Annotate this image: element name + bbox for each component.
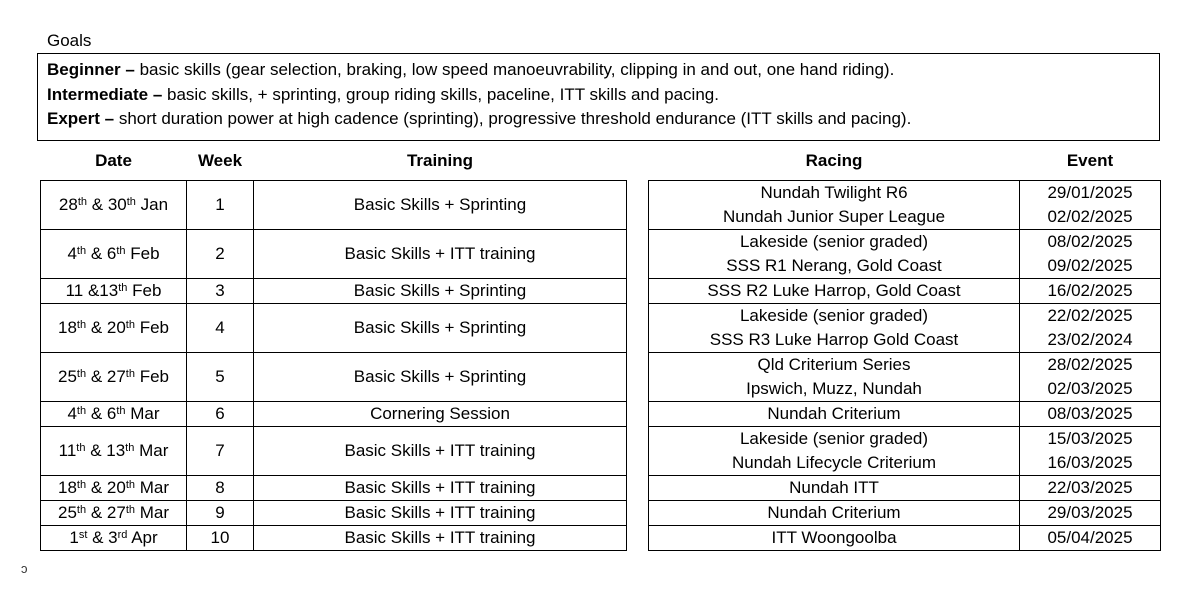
date-cell: 4th & 6th Mar [41, 402, 187, 427]
goal-label: Beginner – [47, 60, 140, 79]
training-cell: Basic Skills + ITT training [254, 427, 627, 476]
week-cell: 4 [187, 304, 254, 353]
racing-row [649, 476, 1161, 501]
goal-text: basic skills, + sprinting, group riding skills, paceline, ITT skills and pacing. [167, 84, 719, 104]
racing-row [649, 230, 1161, 279]
training-row [41, 353, 627, 402]
race-name: Nundah ITT [789, 478, 879, 497]
training-header: Training [406, 151, 474, 170]
racing-cell [649, 501, 1020, 526]
goal-intermediate [47, 83, 1150, 108]
racing-cell [649, 181, 1020, 230]
racing-row [649, 304, 1161, 353]
date-cell: 11th & 13th Mar [41, 427, 187, 476]
goals-box [37, 53, 1160, 141]
race-name: SSS R3 Luke Harrop Gold Coast [709, 330, 959, 349]
event-date: 22/03/2025 [1047, 478, 1133, 497]
goals-heading: Goals [47, 31, 92, 50]
week-cell: 6 [187, 402, 254, 427]
race-name: Nundah Criterium [767, 503, 901, 522]
racing-cell [649, 304, 1020, 353]
training-row [41, 476, 627, 501]
event-date: 08/02/2025 [1047, 232, 1133, 251]
date-cell: 11 &13th Feb [41, 279, 187, 304]
training-row [41, 230, 627, 279]
training-row [41, 501, 627, 526]
training-cell: Basic Skills + Sprinting [254, 304, 627, 353]
date-header: Date [95, 151, 132, 170]
event-date: 29/01/2025 [1047, 183, 1133, 202]
racing-row [649, 353, 1161, 402]
race-name: Ipswich, Muzz, Nundah [746, 379, 922, 398]
training-row [41, 427, 627, 476]
race-name: Nundah Lifecycle Criterium [731, 453, 937, 472]
date-cell: 28th & 30th Jan [41, 181, 187, 230]
racing-cell [649, 476, 1020, 501]
event-date-cell [1020, 526, 1161, 551]
event-date-cell [1020, 427, 1161, 476]
event-date-cell [1020, 501, 1161, 526]
training-cell: Basic Skills + ITT training [254, 476, 627, 501]
race-name: SSS R2 Luke Harrop, Gold Coast [707, 281, 961, 300]
event-date: 08/03/2025 [1047, 404, 1133, 423]
training-row [41, 526, 627, 551]
training-cell: Basic Skills + Sprinting [254, 279, 627, 304]
race-name: ITT Woongoolba [771, 528, 897, 547]
training-row [41, 402, 627, 427]
race-name: Nundah Twilight R6 [760, 183, 908, 202]
date-cell: 18th & 20th Feb [41, 304, 187, 353]
date-cell: 25th & 27th Feb [41, 353, 187, 402]
event-date-cell [1020, 304, 1161, 353]
date-cell: 4th & 6th Feb [41, 230, 187, 279]
event-date-cell [1020, 402, 1161, 427]
racing-header: Racing [805, 151, 863, 170]
week-cell: 3 [187, 279, 254, 304]
racing-table [648, 142, 1161, 551]
racing-row [649, 181, 1161, 230]
racing-cell [649, 402, 1020, 427]
race-name: Nundah Junior Super League [722, 207, 946, 226]
racing-cell [649, 353, 1020, 402]
event-date: 29/03/2025 [1047, 503, 1133, 522]
week-header: Week [197, 151, 243, 170]
goal-label: Expert – [47, 109, 119, 128]
event-date: 16/02/2025 [1047, 281, 1133, 300]
week-cell: 1 [187, 181, 254, 230]
event-date: 05/04/2025 [1047, 528, 1133, 547]
week-cell: 7 [187, 427, 254, 476]
goal-expert [47, 107, 1150, 132]
event-date-cell [1020, 230, 1161, 279]
week-cell: 8 [187, 476, 254, 501]
race-name: SSS R1 Nerang, Gold Coast [726, 256, 942, 275]
race-name: Lakeside (senior graded) [739, 232, 929, 251]
event-date: 22/02/2025 [1047, 306, 1133, 325]
training-cell: Basic Skills + ITT training [254, 526, 627, 551]
race-name: Nundah Criterium [767, 404, 901, 423]
corner-mark: ↄ [21, 561, 28, 576]
training-cell: Basic Skills + Sprinting [254, 181, 627, 230]
racing-row [649, 402, 1161, 427]
event-date: 02/03/2025 [1047, 379, 1133, 398]
race-name: Lakeside (senior graded) [739, 429, 929, 448]
racing-cell [649, 526, 1020, 551]
training-table [40, 142, 627, 551]
racing-cell [649, 279, 1020, 304]
event-date: 15/03/2025 [1047, 429, 1133, 448]
event-date-cell [1020, 279, 1161, 304]
training-cell: Basic Skills + Sprinting [254, 353, 627, 402]
training-cell: Cornering Session [254, 402, 627, 427]
goal-text: basic skills (gear selection, braking, low speed manoeuvrability, clipping in and out, one hand riding). [139, 60, 895, 79]
date-cell: 1st & 3rd Apr [41, 526, 187, 551]
event-date-cell [1020, 476, 1161, 501]
goal-text: short duration power at high cadence (sprinting), progressive threshold endurance (ITT skills and pacing). [118, 109, 912, 128]
training-row [41, 279, 627, 304]
event-header: Event [1066, 151, 1114, 170]
racing-row [649, 427, 1161, 476]
racing-row [649, 526, 1161, 551]
date-cell: 18th & 20th Mar [41, 476, 187, 501]
event-date-cell [1020, 353, 1161, 402]
racing-cell [649, 427, 1020, 476]
training-row [41, 304, 627, 353]
event-date: 23/02/2024 [1047, 330, 1133, 349]
race-name: Lakeside (senior graded) [739, 306, 929, 325]
goal-beginner [47, 58, 1150, 83]
goal-label: Intermediate – [47, 84, 167, 104]
week-cell: 9 [187, 501, 254, 526]
week-cell: 2 [187, 230, 254, 279]
event-date-cell [1020, 181, 1161, 230]
racing-cell [649, 230, 1020, 279]
week-cell: 5 [187, 353, 254, 402]
race-name: Qld Criterium Series [757, 355, 911, 374]
week-cell: 10 [187, 526, 254, 551]
training-row [41, 181, 627, 230]
training-cell: Basic Skills + ITT training [254, 501, 627, 526]
racing-row [649, 501, 1161, 526]
training-cell: Basic Skills + ITT training [254, 230, 627, 279]
date-cell: 25th & 27th Mar [41, 501, 187, 526]
racing-row [649, 279, 1161, 304]
event-date: 09/02/2025 [1047, 256, 1133, 275]
event-date: 02/02/2025 [1047, 207, 1133, 226]
event-date: 28/02/2025 [1047, 355, 1133, 374]
event-date: 16/03/2025 [1047, 453, 1133, 472]
